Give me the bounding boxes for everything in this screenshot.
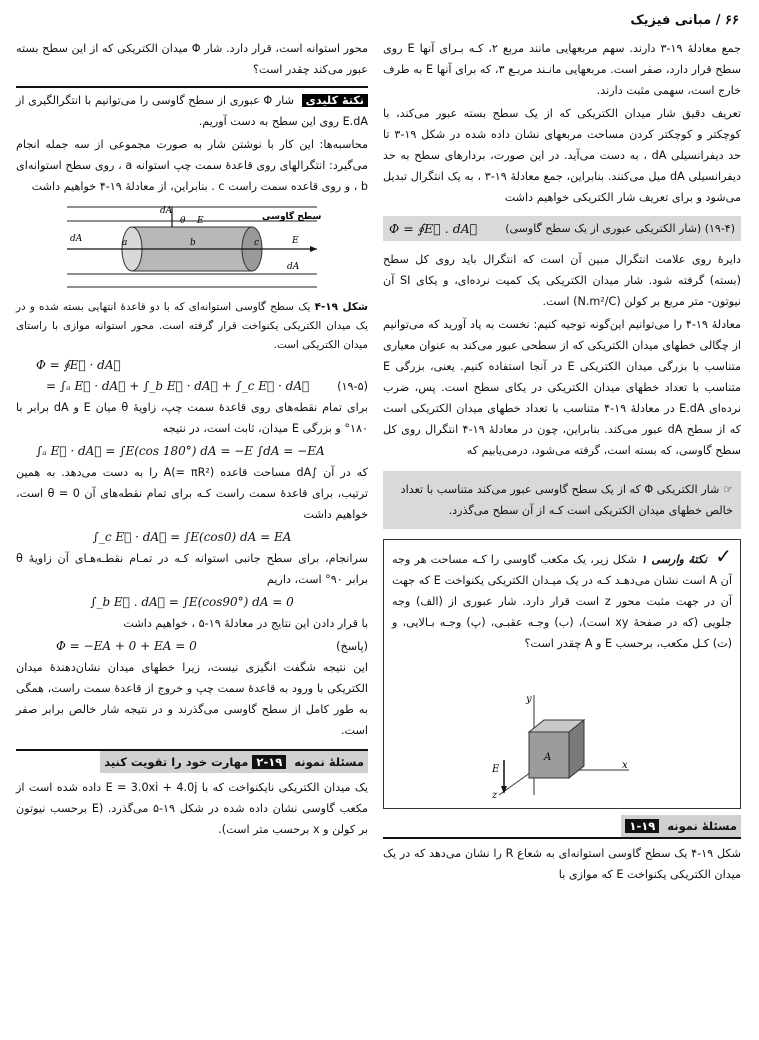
E-label: E (197, 216, 204, 226)
equation-6-line (16, 636, 368, 657)
y-axis-label: y (526, 694, 532, 705)
page-header (20, 10, 739, 34)
sample-problem-2-bar (16, 749, 368, 773)
equation-5: ∫_b E⃗ . dA⃗ = ∫E(cos90°) dA = 0 (90, 595, 294, 609)
dA-label: dA (160, 206, 173, 216)
key-idea-block (16, 86, 368, 132)
sample-problem-bar (383, 815, 741, 839)
paragraph: سرانجام، برای سطح جانبی استوانه کـه در تمـام نقطـه‌هـای آن زاویهٔ θ برابر ۹۰° است، داریم (16, 552, 368, 586)
answer-label: (پاسخ) (336, 640, 368, 653)
field-label: E (492, 764, 500, 775)
checkpoint-text (392, 546, 732, 654)
equation-label: (۱۹-۴) (شار الکتریکی عبوری از یک سطح گاوسی) (505, 222, 735, 235)
equation-box (383, 216, 741, 241)
checkpoint-box (383, 539, 741, 809)
paragraph: این نتیجه شگفت انگیزی نیست، زیرا خطهای میدان نشان‌دهندهٔ میدان الکتریکی با ورود به قاعدهٔ سمت چپ و خروج از قاعدهٔ سمت راست، همگی به طور کامل از سطح گاوسی می‌گذرند و در نتیجه شار خالص برابر صفر است. (16, 661, 368, 737)
gaussian-surface-label: سطح گاوسی (262, 212, 322, 222)
paragraph: شکل ۱۹-۴ یک سطح گاوسی استوانه‌ای به شعاع R را نشان می‌دهد که در یک میدان الکتریکی یکنواخت E که موازی با (383, 847, 741, 881)
paragraph: جمع معادلهٔ ۱۹-۳ دارند. سهم مربعهایی مانند مربع ۲، کـه بـرای آنها E روی سطح قرار دارد، صفر است. مربعهایی مانـند مربـع ۳، که برای آنها E به طرف خارج است، سهمی مثبت دارند. (383, 42, 741, 97)
equation-3: ∫ₐ E⃗ · dA⃗ = ∫E(cos 180°) dA = −E ∫dA = −EA (36, 444, 325, 458)
c-label: c (254, 238, 260, 248)
cube-figure (474, 690, 634, 800)
sample-problem-label: مسئلهٔ نمونه (667, 819, 737, 833)
sample-problem-2-number: ۱۹-۲ (252, 755, 286, 769)
equation-2-number: (۱۹-۵) (337, 380, 368, 393)
cylinder-figure (62, 199, 322, 294)
checkmark-icon: ✓ (715, 544, 732, 568)
caption-title: شکل ۱۹-۴ (314, 301, 369, 313)
equation-1: Φ = ∮E⃗ · dA⃗ (36, 358, 121, 372)
theta-label: θ (180, 216, 186, 226)
sample-problem-number: ۱۹-۱ (625, 819, 659, 833)
key-idea-label: نکتهٔ کلیدی (302, 94, 368, 107)
area-label: A (544, 752, 552, 763)
equation-4: ∫_c E⃗ · dA⃗ = ∫E(cos0) dA = EA (92, 530, 292, 544)
paragraph: دایرهٔ روی علامت انتگرال مبین آن است که انتگرال باید روی کل سطح (بسته) گرفته شود. شار میدان الکتریکی یک کمیت نرده‌ای، و یکای SI آن نیوتون- متر مربع بر کولن (N.m²/C) است. (383, 253, 741, 308)
calculations-paragraph: محاسبه‌ها: این کار با نوشتن شار به صورت مجموعی از سه جمله انجام می‌گیرد: انتگرالهای روی قاعدهٔ سمت چپ استوانه a ، روی سطح استوانه‌ای b ، و روی قاعده سمت راست c . بنابراین، از معادلهٔ ۱۹-۴ خواهیم داشت (16, 138, 368, 193)
right-column (383, 38, 741, 1030)
hand-pointer-icon: ☞ (719, 483, 733, 496)
key-idea-body: شار Φ عبوری از سطح گاوسی را می‌توانیم با انتگرالگیری از E.dA روی این سطح به دست آوریم. (16, 94, 368, 128)
sample-problem-tag (621, 815, 741, 837)
paragraph: تعریف دقیق شار میدان الکتریکی که از یک سطح بسته عبور می‌کند، با کوچکتر و کوچکتر کردن مساحت مربعهای نشان داده شده در شکل ۱۹-۳ تا حد دیفرانسیلی dA ، به دست می‌آید. در این صورت، بردارهای سطح به حد دیفرانسیلی dA میل می‌کنند. بنابراین، جمع معادلهٔ ۱۹-۳ ، به یک انتگرال تبدیل می‌شود و برای تعریف شار الکتریکی خواهیم داشت (383, 107, 742, 204)
flux-equation: Φ = ∮E⃗ . dA⃗ (389, 221, 478, 236)
note-text: شار الکتریکی Φ که از یک سطح گاوسی عبور می‌کند متناسب با تعداد خالص خطهای میدان الکتریکی است کـه از آن سطح می‌گذرد. (400, 483, 733, 517)
b-label: b (190, 238, 196, 248)
sample-problem-2-tag (100, 751, 368, 773)
x-axis-label: x (622, 760, 628, 771)
paragraph: محور استوانه است، قرار دارد. شار Φ میدان الکتریکی که از این سطح بسته عبور می‌کند چقدر است؟ (16, 42, 368, 76)
dA-right-label: dA (287, 262, 300, 272)
sample-problem-2-label: مسئلهٔ نمونه (294, 755, 364, 769)
book-title: مبانی فیزیک (630, 13, 712, 28)
paragraph: برای تمام نقطه‌های روی قاعدهٔ سمت چپ، زاویهٔ θ میان E و dA برابر با ۱۸۰° و بزرگی E میدان، ثابت است، در نتیجه (16, 401, 368, 435)
a-label: a (122, 238, 128, 248)
dA-left-label: dA (70, 234, 83, 244)
key-idea-text (16, 90, 368, 132)
paragraph: که در آن ∫dA مساحت قاعده A(= πR²) را به دست می‌دهد. به همین ترتیب، برای قاعدهٔ سمت راست کـه برای تمام نقطه‌های آن θ = 0 است، خواهیم داشت (16, 466, 368, 521)
checkpoint-title: نکتهٔ وارسی ۱ (640, 553, 708, 566)
paragraph: یک میدان الکتریکی نایکنواخت که با E = 3.0xi + 4.0j داده شده است از مکعب گاوسی نشان داده شده در شکل ۱۹-۵ می‌گذرد. (E برحسب نیوتون بر کولن و x برحسب متر است). (16, 781, 369, 836)
paragraph: معادلهٔ ۱۹-۴ را می‌توانیم این‌گونه توجیه کنیم: نخست به یاد آورید که می‌توانیم از چگالی خطهای میدان الکتریکی که از سطحی عبور می‌کند به عنوان معیاری متناسب با بزرگی میدان الکتریکی E در آنجا استفاده کنیم. یعنی، بزرگی E متناسب با تعداد خطهای میدان الکتریکی در یکای سطح است. پس، ضرب نرده‌ای E.dA در معادلهٔ ۱۹-۴ متناسب با تعداد خطهای میدان الکتریکی است که از سطح dA عبور می‌کند. بنابراین، چون در معادلهٔ ۱۹-۴ انتگرال روی کل سطح گاوسی، که بسته است، گرفته می‌شود، درمی‌یابیم که (383, 318, 742, 457)
header-separator: / (715, 13, 721, 28)
left-column (16, 38, 368, 1030)
equation-2: = ∫ₐ E⃗ · dA⃗ + ∫_b E⃗ · dA⃗ + ∫_c E⃗ · dA⃗ (46, 379, 310, 393)
note-box (383, 471, 741, 529)
caption-text: یک سطح گاوسی استوانه‌ای که با دو قاعدهٔ انتهایی بسته شده و در یک میدان الکتریکی یکنواخت قرار گرفته است. محور استوانه موازی با راستای میدان الکتریکی است. (16, 301, 368, 351)
E-right-label: E (292, 236, 299, 246)
checkpoint-body: شکل زیر، یک مکعب گاوسی را کـه مساحت هر وجه آن A است نشان می‌دهـد کـه در یک میـدان الکتریکی یکنواخت E که جهت آن در جهت مثبت محور z است قرار دارد. شار عبوری از (الف) وجه جلویی (که در صفحهٔ xy است)، (ب) وجـه عقبـی، (پ) وجـه بـالایی، و (ت) کـل مکعب، برحسب E و A چقدر است؟ (392, 553, 732, 650)
z-axis-label: z (492, 790, 498, 800)
sample-problem-2-title: مهارت خود را تقویت کنید (104, 755, 249, 769)
page-number: ۶۶ (725, 13, 739, 28)
figure-caption (16, 298, 368, 355)
equation-2-line (16, 376, 368, 397)
equation-6: Φ = −EA + 0 + EA = 0 (56, 639, 197, 653)
paragraph: با قرار دادن این نتایج در معادلهٔ ۱۹-۵ ، خواهیم داشت (123, 617, 368, 630)
